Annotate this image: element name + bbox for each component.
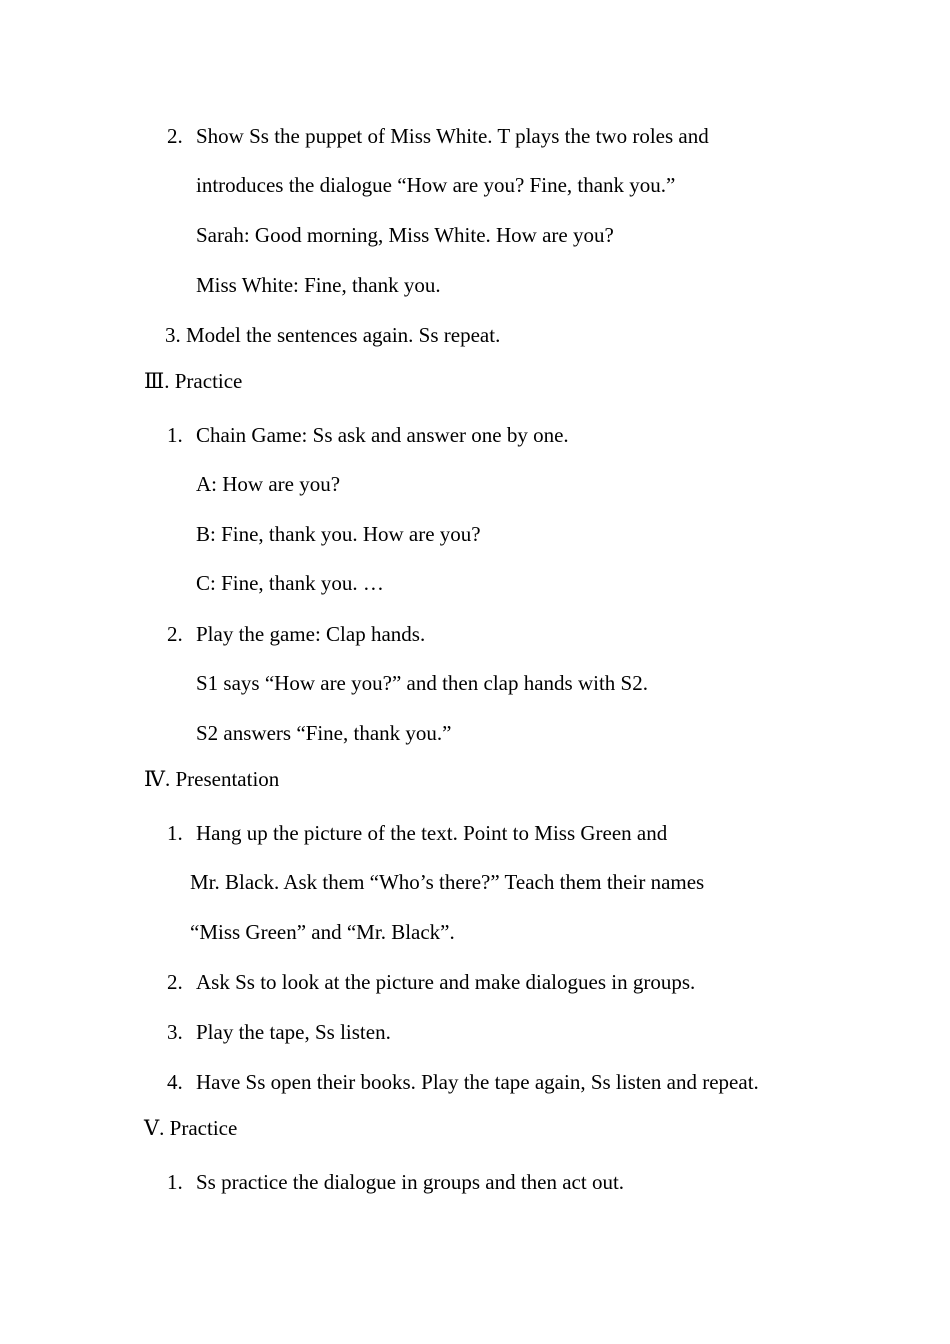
dialogue-line: A: How are you? [196, 472, 341, 496]
list-item-text: Hang up the picture of the text. Point to Miss Green and [196, 821, 668, 845]
list-item [167, 421, 569, 449]
list-number: 2. [167, 622, 183, 646]
text-line: Mr. Black. Ask them “Who’s there?” Teach them their names [190, 870, 705, 894]
list-item [167, 1068, 759, 1096]
text-line: S1 says “How are you?” and then clap hands with S2. [196, 671, 648, 695]
list-item-text: Have Ss open their books. Play the tape again, Ss listen and repeat. [196, 1070, 759, 1094]
dialogue-line: B: Fine, thank you. How are you? [196, 522, 481, 546]
list-item-text: Play the tape, Ss listen. [196, 1020, 391, 1044]
section-heading: Ⅲ. Practice [144, 369, 243, 393]
list-number: 1. [167, 1170, 183, 1194]
list-number: 4. [167, 1070, 183, 1094]
list-item-text: Play the game: Clap hands. [196, 622, 426, 646]
list-number: 1. [167, 821, 183, 845]
list-item [167, 1168, 625, 1196]
list-item [167, 1018, 391, 1046]
list-item-text: Ss practice the dialogue in groups and then act out. [196, 1170, 625, 1194]
list-item: 3. Model the sentences again. Ss repeat. [165, 323, 501, 347]
text-line: introduces the dialogue “How are you? Fine, thank you.” [196, 173, 676, 197]
list-item [167, 620, 426, 648]
list-number: 2. [167, 124, 183, 148]
list-item [167, 819, 668, 847]
text-line: “Miss Green” and “Mr. Black”. [190, 920, 455, 944]
section-heading: Ⅴ. Practice [144, 1116, 238, 1140]
section-heading: Ⅳ. Presentation [144, 767, 280, 791]
dialogue-line: C: Fine, thank you. … [196, 571, 384, 595]
list-item-text: Show Ss the puppet of Miss White. T plays the two roles and [196, 124, 709, 148]
list-item [167, 968, 696, 996]
list-item [167, 122, 709, 150]
text-line: S2 answers “Fine, thank you.” [196, 721, 452, 745]
list-number: 3. [167, 1020, 183, 1044]
list-item-text: Chain Game: Ss ask and answer one by one. [196, 423, 569, 447]
list-number: 2. [167, 970, 183, 994]
dialogue-line: Miss White: Fine, thank you. [196, 273, 441, 297]
list-number: 1. [167, 423, 183, 447]
list-item-text: Ask Ss to look at the picture and make dialogues in groups. [196, 970, 696, 994]
dialogue-line: Sarah: Good morning, Miss White. How are you? [196, 223, 614, 247]
